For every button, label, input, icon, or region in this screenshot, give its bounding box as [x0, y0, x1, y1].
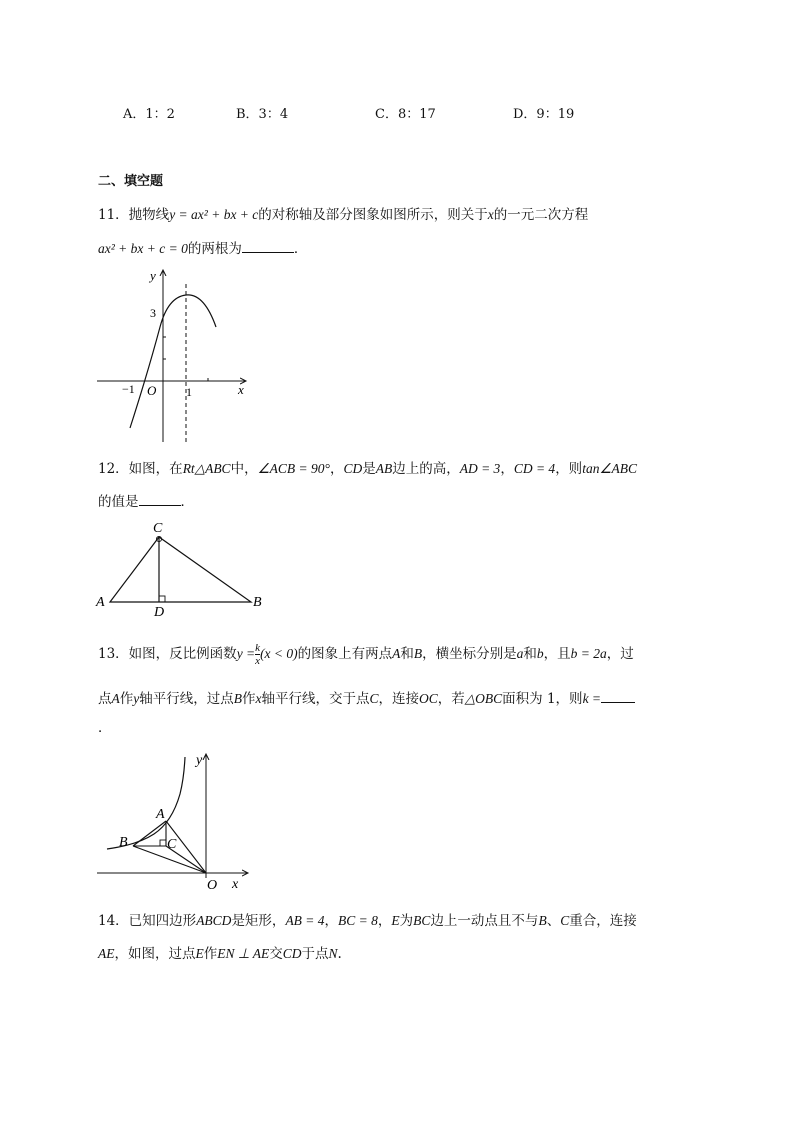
q12-line2 — [98, 490, 194, 510]
q13-text: 和 — [523, 646, 537, 662]
q11-label-3: 3 — [150, 306, 156, 320]
q13-label-x: x — [232, 877, 239, 892]
q11-label-1: 1 — [186, 385, 192, 399]
q13-text: 作 — [119, 691, 134, 707]
q13-text: 作 — [242, 691, 256, 707]
q13-text: 轴平行线，过点 — [139, 691, 234, 707]
q12-cd: CD — [343, 461, 363, 476]
q13-a: A — [111, 691, 120, 706]
q13-text: 点 — [98, 691, 112, 707]
q14-ae: AE — [98, 946, 115, 961]
q12-prefix: 12．如图，在 — [98, 461, 183, 477]
q14-line1 — [98, 909, 637, 929]
q13-right-angle-c — [160, 840, 166, 846]
q12-right-angle-d — [159, 596, 165, 602]
q13-text: ，若 — [437, 691, 465, 707]
q13-cond: (x < 0) — [260, 646, 298, 661]
q14-n: N — [328, 946, 338, 961]
q12-text: ， — [500, 461, 514, 477]
q13-text: 轴平行线，交于点 — [261, 691, 370, 707]
q14-bc: BC — [413, 913, 431, 928]
q12-triangle: Rt△ABC — [182, 461, 231, 476]
q13-label-b: B — [119, 835, 128, 850]
q13-label-o: O — [207, 878, 218, 893]
q14-text: 重合，连接 — [569, 913, 637, 929]
q13-label-c: C — [167, 837, 177, 852]
q13-oc: OC — [419, 691, 438, 706]
q14-text: 为 — [399, 913, 414, 929]
q12-line2-text: 的值是 — [98, 494, 139, 510]
q13-answer-blank[interactable] — [601, 690, 635, 703]
q13-text: ，横坐标分别是 — [422, 646, 517, 662]
q12-angle: ∠ACB = 90° — [257, 461, 330, 476]
q13-frac-num: k — [255, 642, 261, 654]
q12-label-a: A — [96, 595, 105, 610]
q14-ab4: AB = 4 — [285, 913, 325, 928]
q13-text: 面积为 1，则 — [502, 691, 583, 707]
q11-var-x: x — [487, 207, 494, 222]
q11-line2 — [98, 237, 307, 257]
q13-label-y: y — [196, 753, 203, 768]
q12-cd4: CD = 4 — [513, 461, 556, 476]
q14-e: E — [195, 946, 204, 961]
section-title: 二、填空题 — [98, 174, 164, 189]
q14-text: 于点 — [301, 946, 329, 962]
q12-ad: AD = 3 — [459, 461, 501, 476]
q14-c: C — [560, 913, 570, 928]
q14-text: 作 — [203, 946, 218, 962]
q13-a: A — [392, 646, 401, 661]
q11-label-y: y — [150, 268, 156, 283]
q14-b: B — [538, 913, 547, 928]
q11-label-neg1: −1 — [122, 382, 135, 396]
q12-text: ， — [329, 461, 344, 477]
q13-text: ，连接 — [378, 691, 420, 707]
q13-y: y — [133, 691, 140, 706]
q11-label-x: x — [238, 382, 244, 397]
q14-prefix: 14．已知四边形 — [98, 913, 197, 929]
q11-line2-mid: 的两根为 — [187, 241, 242, 257]
q13-end-mark: ． — [98, 720, 112, 736]
q13-k-eq: k = — [582, 691, 602, 706]
q11-parabola-curve — [130, 295, 216, 428]
q13-vb: b — [536, 646, 544, 661]
q12-label-c: C — [153, 521, 163, 536]
q12-text: 是 — [362, 461, 376, 477]
q13-line2 — [98, 687, 635, 707]
q13-b: B — [413, 646, 423, 661]
q13-y-eq: y = — [236, 646, 256, 661]
option-b: B．3：4 — [236, 107, 289, 122]
q14-cd: CD — [282, 946, 302, 961]
q11-end: 的一元二次方程 — [493, 207, 589, 223]
q12-text: 中， — [230, 461, 258, 477]
q12-text: 边上的高， — [392, 461, 460, 477]
q13-text: ，过 — [606, 646, 634, 662]
q13-hyperbola-figure — [92, 748, 257, 896]
q13-c: C — [369, 691, 379, 706]
option-c: C．8：17 — [375, 107, 436, 122]
q14-text: 边上一动点且不与 — [430, 913, 539, 929]
q14-e: E — [391, 913, 400, 928]
q12-text: ，则 — [555, 461, 583, 477]
q13-b: B — [233, 691, 242, 706]
q11-formula1: y = ax² + bx + c — [169, 207, 259, 222]
q13-text: 的图象上有两点 — [297, 646, 393, 662]
q14-text: ， — [377, 913, 392, 929]
q12-label-b: B — [253, 595, 262, 610]
q11-answer-blank[interactable] — [242, 240, 294, 253]
q11-prefix: 11．抛物线 — [98, 207, 170, 223]
q11-label-o: O — [147, 383, 157, 398]
q13-b2a: b = 2a — [570, 646, 607, 661]
q13-line1 — [98, 642, 634, 667]
q12-triangle-figure — [90, 518, 280, 618]
q13-text: 和 — [400, 646, 414, 662]
option-d: D．9：19 — [513, 107, 575, 122]
q14-text: 是矩形， — [231, 913, 286, 929]
q12-answer-blank[interactable] — [139, 493, 181, 506]
q14-text: 、 — [546, 913, 561, 929]
q14-text: 交 — [269, 946, 283, 962]
q11-line1 — [98, 203, 588, 223]
q14-bc8: BC = 8 — [338, 913, 378, 928]
q12-label-d: D — [154, 605, 165, 618]
q14-abcd: ABCD — [196, 913, 232, 928]
q11-formula2: ax² + bx + c = 0 — [98, 241, 188, 256]
q14-text: ，如图，过点 — [114, 946, 196, 962]
q13-va: a — [516, 646, 524, 661]
q12-line1 — [98, 457, 637, 477]
q13-prefix: 13．如图，反比例函数 — [98, 646, 237, 662]
q13-tri: △OBC — [464, 691, 503, 706]
option-a: A．1：2 — [123, 107, 175, 122]
q11-mid: 的对称轴及部分图象如图所示，则关于 — [258, 207, 488, 223]
q14-text: ， — [324, 913, 339, 929]
q13-label-a: A — [156, 807, 165, 822]
q12-triangle-abc — [110, 537, 251, 602]
q14-text: . — [337, 946, 342, 962]
q13-x: x — [255, 691, 262, 706]
q12-line2-end: ． — [180, 494, 194, 510]
q13-frac-den: x — [255, 655, 261, 667]
q11-line2-end: ． — [293, 241, 308, 257]
q14-line2 — [98, 942, 342, 962]
q12-ab: AB — [375, 461, 393, 476]
q11-parabola-figure — [90, 262, 260, 447]
q12-tan: tan∠ABC — [582, 461, 638, 476]
q13-line-ab — [133, 821, 166, 846]
q13-text: ，且 — [543, 646, 571, 662]
q14-en: EN ⊥ AE — [217, 946, 270, 961]
